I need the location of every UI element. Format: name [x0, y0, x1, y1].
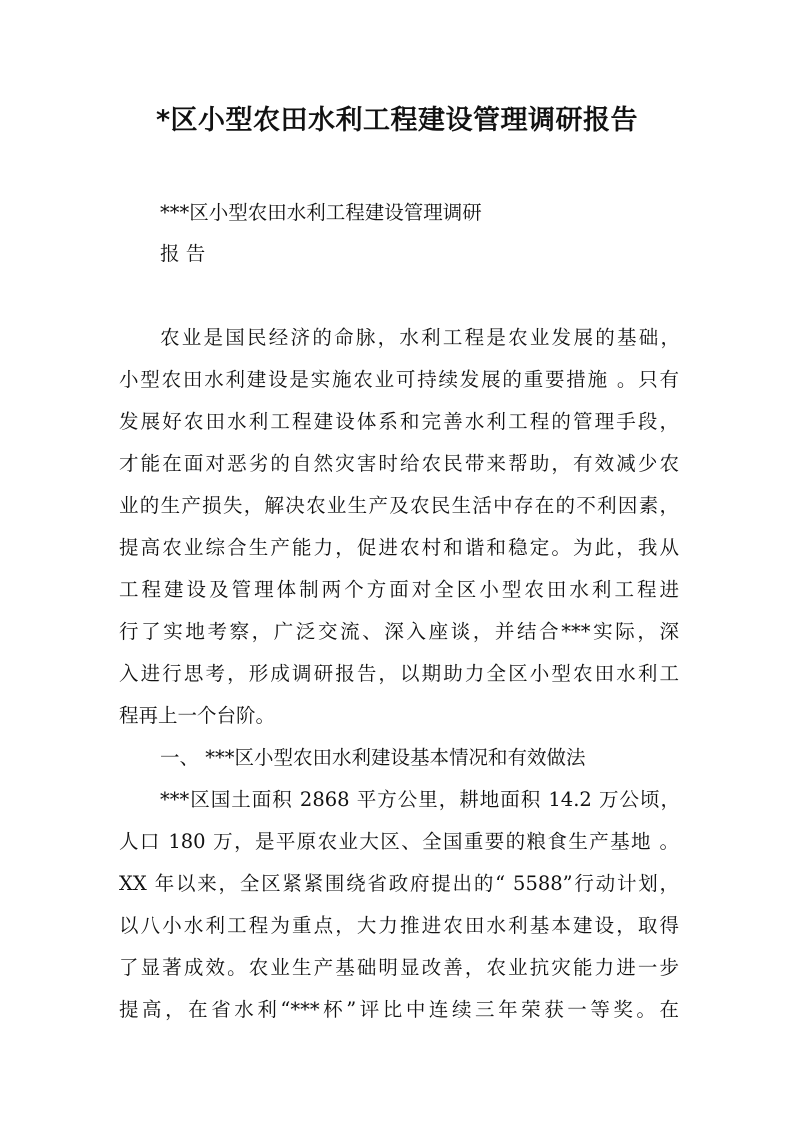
paragraph-line: 了显著成效。农业生产基础明显改善，农业抗灾能力进一步	[119, 956, 679, 979]
paragraph-line: 程再上一个台阶。	[119, 704, 276, 727]
paragraph-line: 发展好农田水利工程建设体系和完善水利工程的管理手段，	[119, 410, 679, 433]
paragraph-line: 农业是国民经济的命脉，水利工程是农业发展的基础，	[160, 326, 680, 349]
paragraph-line: 业的生产损失，解决农业生产及农民生活中存在的不利因素，	[119, 494, 679, 517]
document-title: *区小型农田水利工程建设管理调研报告	[155, 105, 639, 136]
paragraph-line: 以八小水利工程为重点，大力推进农田水利基本建设，取得	[119, 914, 679, 937]
subtitle-line: 报 告	[160, 242, 206, 265]
paragraph-line: 提高农业综合生产能力，促进农村和谐和稳定。为此，我从	[119, 536, 679, 559]
paragraph-line: 小型农田水利建设是实施农业可持续发展的重要措施 。只有	[119, 368, 679, 391]
paragraph-line: 入进行思考，形成调研报告，以期助力全区小型农田水利工	[119, 662, 679, 685]
paragraph-line: 提高，在省水利“***杯”评比中连续三年荣获一等奖。在	[119, 998, 679, 1021]
section-heading: 一、 ***区小型农田水利建设基本情况和有效做法	[160, 746, 586, 769]
paragraph-line: 工程建设及管理体制两个方面对全区小型农田水利工程进	[119, 578, 679, 601]
paragraph-line: 才能在面对恶劣的自然灾害时给农民带来帮助，有效减少农	[119, 452, 679, 475]
paragraph-line: XX 年以来，全区紧紧围绕省政府提出的“ 5588”行动计划，	[119, 872, 679, 895]
paragraph-line: 行了实地考察，广泛交流、深入座谈，并结合***实际，深	[119, 620, 679, 643]
paragraph-line: ***区国土面积 2868 平方公里，耕地面积 14.2 万公顷，	[160, 788, 680, 811]
paragraph-line: 人口 180 万，是平原农业大区、全国重要的粮食生产基地 。	[119, 830, 679, 853]
subtitle-line: ***区小型农田水利工程建设管理调研	[160, 201, 482, 224]
